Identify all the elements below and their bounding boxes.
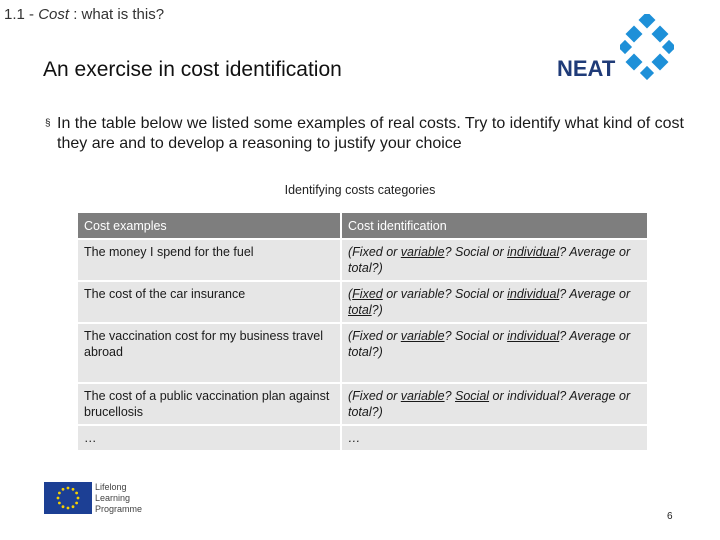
underlined-answer: Social (455, 389, 490, 403)
slide-title: An exercise in cost identification (43, 58, 342, 81)
underlined-answer: total (348, 303, 372, 317)
section-topic: Cost (38, 6, 70, 23)
intro-bullet (45, 114, 685, 154)
text-segment: ( (348, 287, 353, 301)
cost-identification-cell: … (342, 426, 649, 452)
logo-mark-icon (620, 14, 674, 80)
underlined-answer: individual (507, 287, 560, 301)
cost-example-cell: The cost of a public vaccination plan against brucellosis (78, 384, 342, 426)
cost-example-cell: The vaccination cost for my business travel abroad (78, 324, 342, 384)
underlined-answer: variable (400, 389, 445, 403)
cost-example-cell: … (78, 426, 342, 452)
page-number: 6 (667, 511, 673, 522)
eu-flag-icon (44, 482, 92, 514)
programme-line: Programme (95, 504, 143, 514)
text-segment: ? Average or total?) (348, 245, 631, 275)
bullet-marker: § (45, 118, 51, 129)
programme-line: Learning (95, 493, 131, 503)
section-rest: : what is this? (69, 6, 165, 23)
cost-identification-cell (342, 240, 649, 282)
underlined-answer: Fixed (352, 287, 383, 301)
eu-stars-icon (44, 482, 92, 514)
programme-label (95, 482, 142, 515)
bullet-text: In the table below we listed some examples of real costs. Try to identify what kind of cost they are and to develop a reasoning to justify your choice (57, 115, 684, 152)
table-row (78, 324, 649, 384)
cost-example-cell: The cost of the car insurance (78, 282, 342, 324)
text-segment: (Fixed or (348, 329, 401, 343)
table-row (78, 384, 649, 426)
table-header-row (78, 213, 649, 240)
table-row (78, 240, 649, 282)
logo-text: NEAT (557, 56, 616, 81)
underlined-answer: variable (400, 329, 445, 343)
cost-example-cell: The money I spend for the fuel (78, 240, 342, 282)
neat-logo (556, 12, 674, 84)
text-segment: (Fixed or (348, 389, 401, 403)
underlined-answer: individual (507, 245, 560, 259)
column-header-examples: Cost examples (78, 213, 342, 240)
table-row (78, 282, 649, 324)
cost-identification-cell (342, 282, 649, 324)
text-segment: ? Average or (559, 287, 631, 301)
text-segment: (Fixed or (348, 245, 401, 259)
text-segment: ?) (371, 303, 383, 317)
section-heading (4, 6, 164, 23)
underlined-answer: individual (507, 329, 560, 343)
text-segment: or variable? Social or (382, 287, 508, 301)
cost-table (78, 213, 649, 452)
column-header-identification: Cost identification (342, 213, 649, 240)
underlined-answer: variable (400, 245, 445, 259)
section-number: 1.1 - (4, 6, 39, 23)
text-segment: ? Average or total?) (348, 329, 631, 359)
text-segment: ? Social or (444, 329, 508, 343)
cost-identification-cell (342, 384, 649, 426)
text-segment: ? Social or (444, 245, 508, 259)
table-row (78, 426, 649, 452)
text-segment: or individual? Average or total?) (348, 389, 631, 419)
table-caption: Identifying costs categories (284, 183, 436, 197)
cost-identification-cell (342, 324, 649, 384)
programme-line: Lifelong (95, 482, 127, 492)
text-segment: ? (444, 389, 456, 403)
